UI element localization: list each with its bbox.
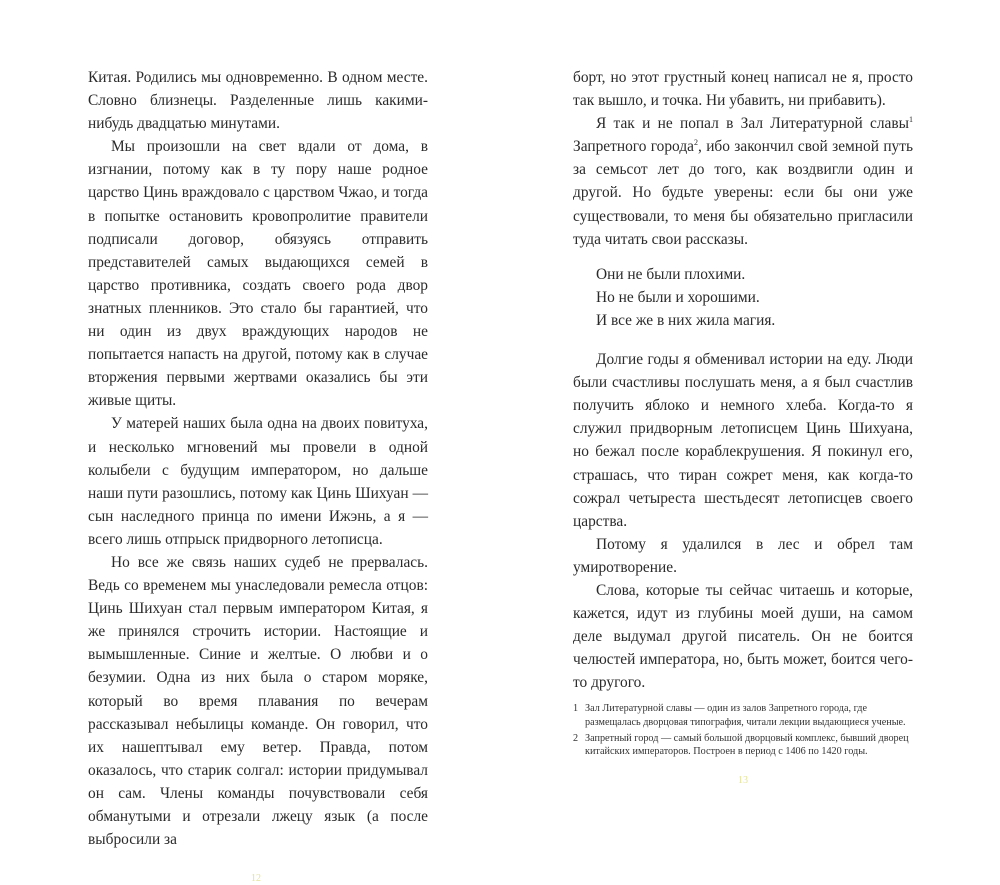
paragraph-text: , ибо закончил свой земной путь за семьсот лет до того, как воздвигли один и другой. Но будьте уверены: если бы они уже существовали, то меня бы обязательно пригласили туда читать свои рассказы.: [573, 138, 913, 248]
left-page-body: [88, 66, 428, 851]
verse-line: Но не были и хорошими.: [596, 288, 760, 306]
footnote-number: 1: [573, 703, 579, 715]
paragraph: Долгие годы я обменивал истории на еду. Люди были счастливы послушать меня, а я был счастлив получить яблоко и немного хлеба. Когда-то я служил придворным летописцем Цинь Шихуана, но бежал после кораблекрушения. Я покинул его, страшась, что тиран сожрет меня, как когда-то сожрал четыреста шестьдесят летописцев своего царства.: [573, 351, 913, 530]
verse-block: [573, 263, 913, 332]
footnote-number: 2: [573, 732, 579, 744]
footnote-text: Запретный город — самый большой дворцовый комплекс, бывший дворец китайских императоров. Построен в период с 1406 по 1420 годы.: [585, 732, 909, 758]
verse-line: Они не были плохими.: [596, 265, 746, 283]
paragraph: Слова, которые ты сейчас читаешь и которые, кажется, идут из глубины моей души, на самом деле выдумал другой писатель. Он не боится челюстей императора, но, быть может, боится чего-то другого.: [573, 581, 913, 692]
paragraph-with-footnote-refs: [573, 112, 913, 251]
paragraph-text: Я так и не попал в Зал Литературной славы: [596, 115, 909, 133]
paragraph: Потому я удалился в лес и обрел там умиротворение.: [573, 535, 913, 576]
paragraph: Но все же связь наших судеб не прервалась. Ведь со временем мы унаследовали ремесла отцов: Цинь Шихуан стал первым императором Китая, я же принялся строчить истории. Настоящие и вымышленные. Синие и желтые. О любви и о безумии. Одна из них была о старом моряке, который во время плавания по вечерам рассказывал небылицы команде. Он говорил, что их нашептывал ему ветер. Правда, потом оказалось, что старик солгал: истории придумывал он сам. Члены команды почувствовали себя обманутыми и отрезали лжецу язык (а после выбросили за: [88, 553, 428, 849]
paragraph: У матерей наших была одна на двоих повитуха, и несколько мгновений мы провели в одной колыбели с будущим императором, но дальше наши пути разошлись, потому как Цинь Шихуан — сын наследного принца по имени Ижэнь, а я — всего лишь отпрыск придворного летописца.: [88, 415, 428, 548]
footnote: [573, 732, 913, 758]
paragraph-text: Запретного города: [573, 138, 694, 156]
footnote: [573, 702, 913, 728]
right-page-body: [573, 66, 913, 694]
paragraph: Мы произошли на свет вдали от дома, в изгнании, потому как в ту пору наше родное царство Цинь враждовало с царством Чжао, и тогда в попытке остановить кровопролитие правители подписали договор, обязуясь отправить представителей самых выдающихся семей в царство противника, создать своего рода двор знатных пленников. Это стало бы гарантией, что ни один из двух враждующих народов не попытается напасть на другой, потому как в случае вторжения первыми жертвами оказались бы эти живые щиты.: [88, 138, 428, 410]
footnote-ref[interactable]: 2: [693, 138, 698, 148]
verse-line: И все же в них жила магия.: [596, 311, 776, 329]
footnote-text: Зал Литературной славы — один из залов Запретного города, где размещалась дворцовая типография, читали лекции выдающиеся ученые.: [585, 703, 906, 728]
paragraph: Китая. Родились мы одновременно. В одном месте. Словно близнецы. Разделенные лишь какими-нибудь двадцатью минутами.: [88, 69, 428, 133]
page-number: 13: [738, 775, 748, 787]
footnotes: [573, 702, 913, 761]
right-page: [500, 0, 1000, 787]
page-number: 12: [251, 873, 261, 885]
paragraph: борт, но этот грустный конец написал не я, просто так вышло, и точка. Ни убавить, ни прибавить).: [573, 69, 913, 110]
page-spacer: [500, 694, 1000, 702]
footnote-ref[interactable]: 1: [909, 115, 913, 125]
page-spacer: [0, 851, 500, 859]
